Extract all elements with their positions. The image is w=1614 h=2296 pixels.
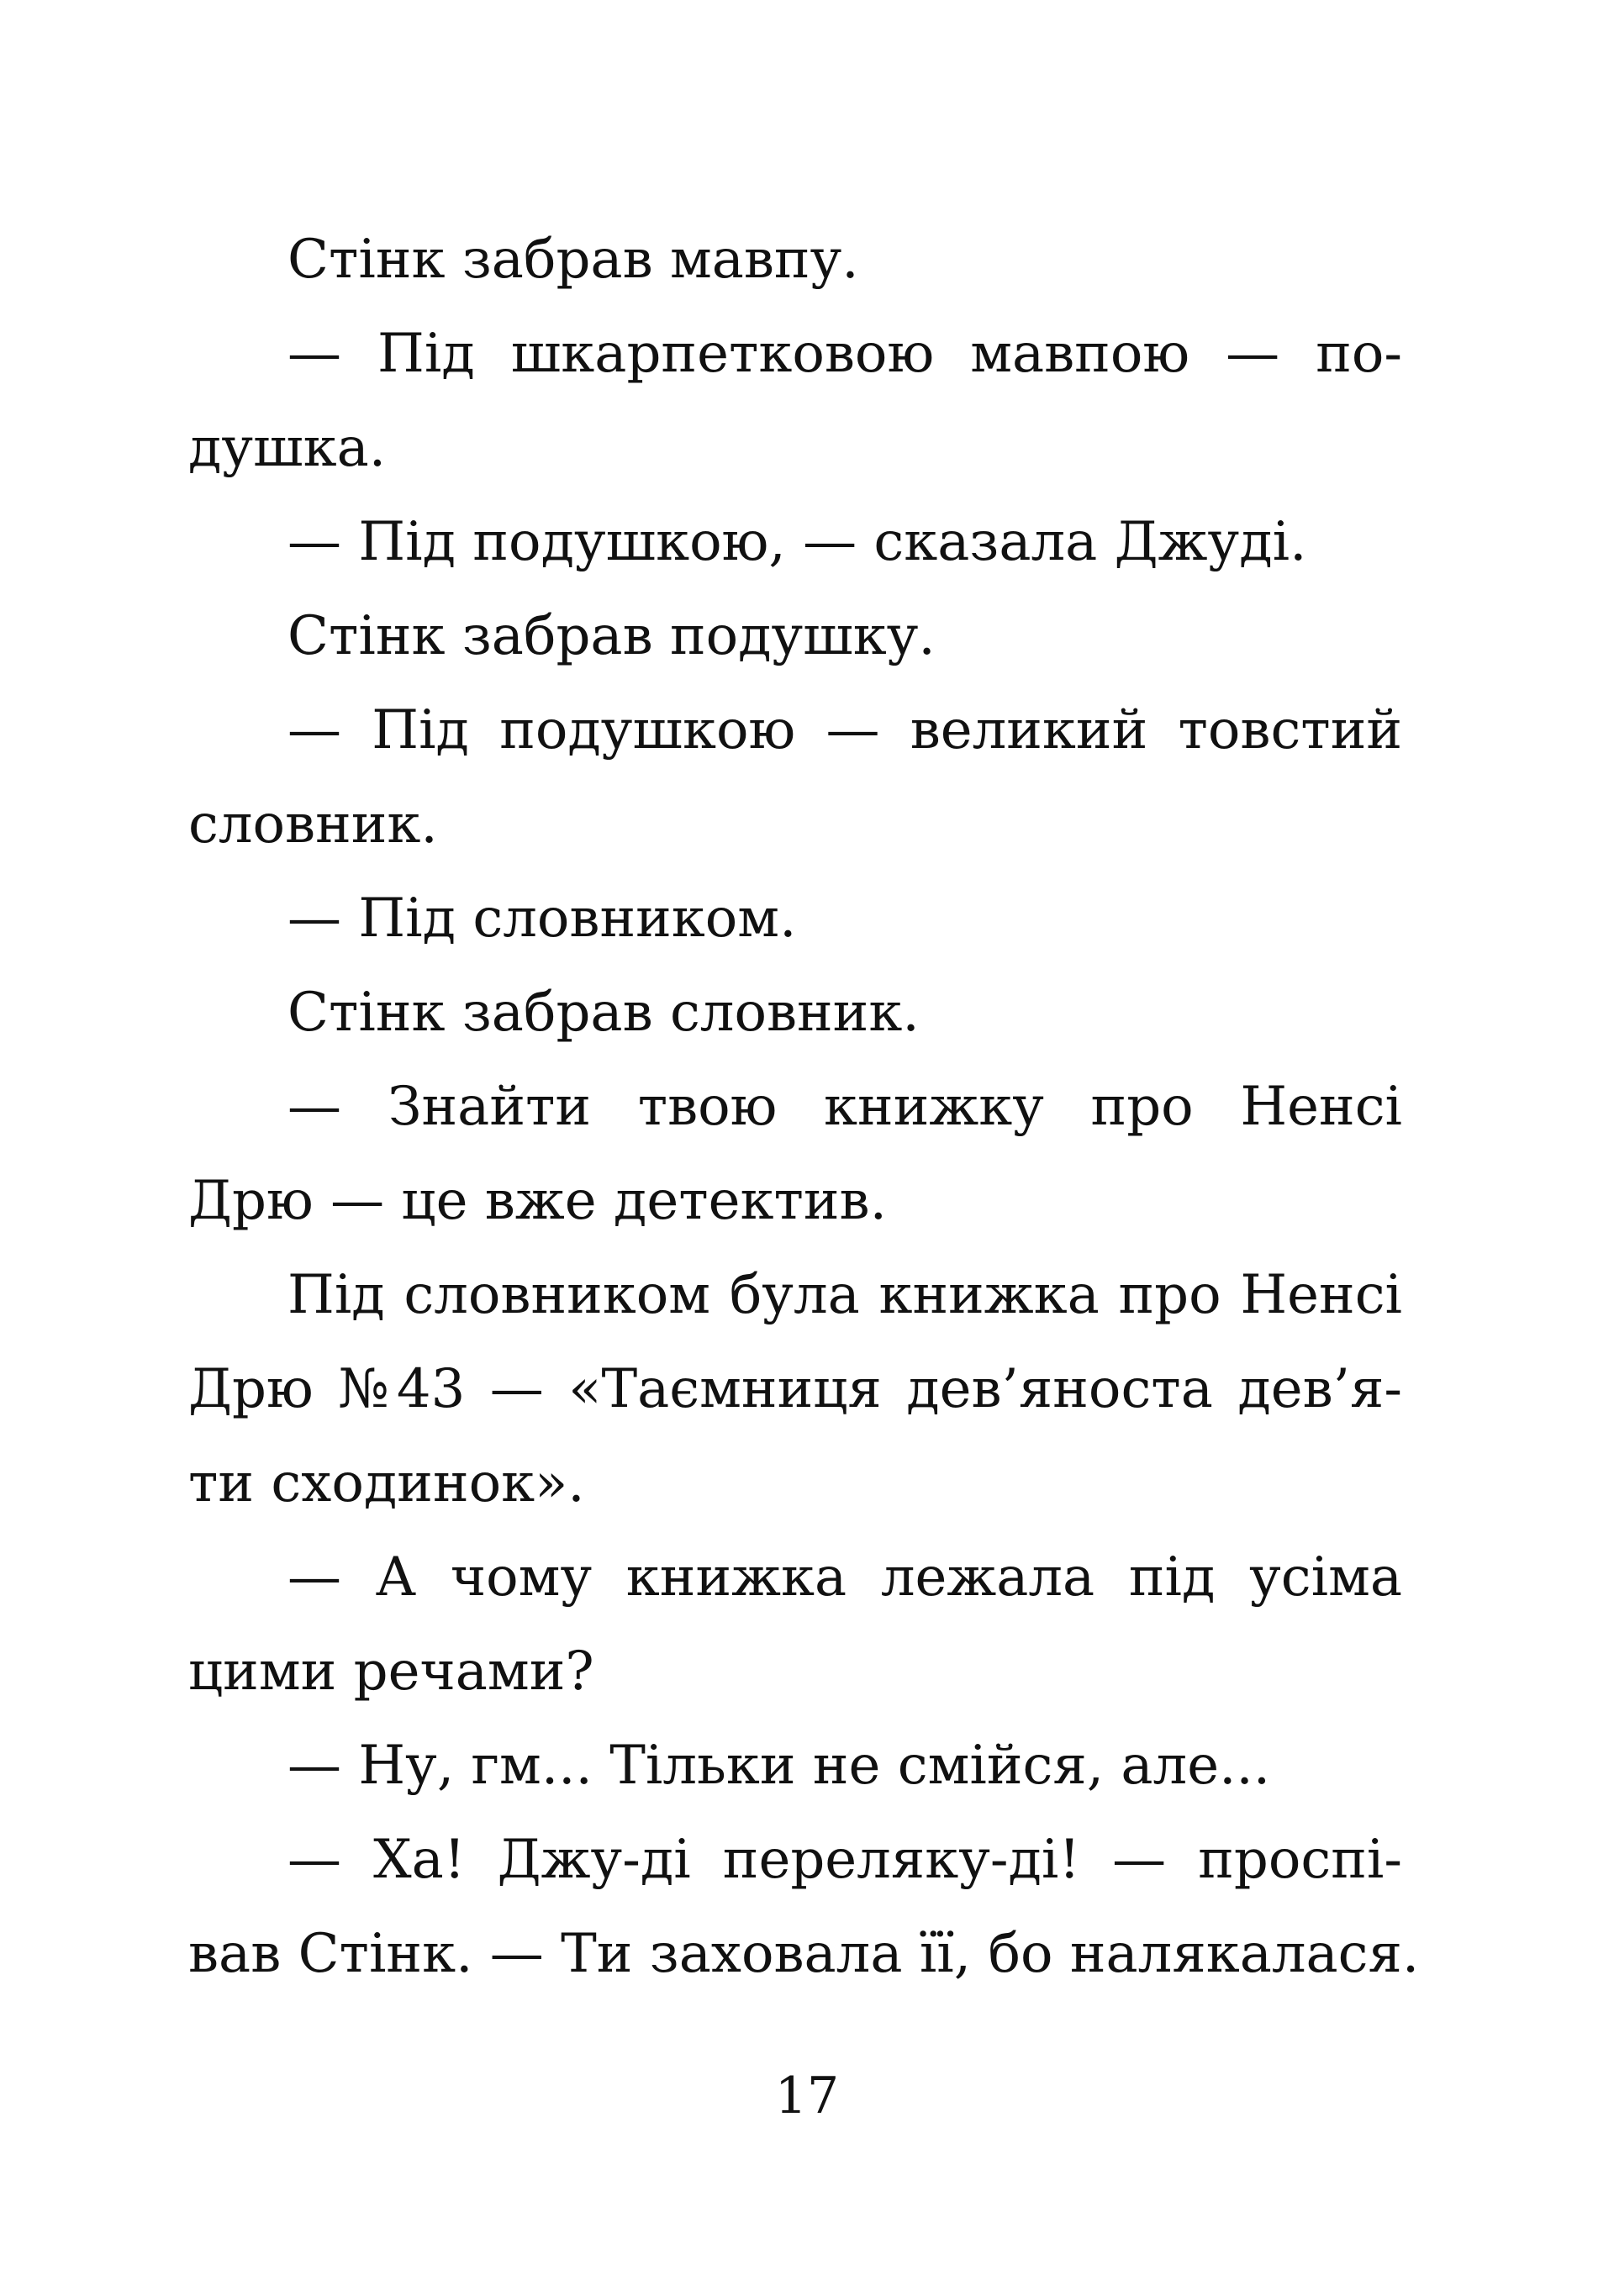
text-line: душка. [188, 417, 387, 479]
text-line: — Під подушкою — великий товстий [287, 699, 1402, 761]
text-line: словник. [188, 793, 438, 856]
text-line: Стінк забрав словник. [287, 982, 920, 1044]
page-number: 17 [774, 2067, 840, 2125]
text-line: — Під словником. [287, 887, 797, 950]
text-line: Стінк забрав мавпу. [287, 229, 859, 291]
text-line: — Під шкарпетковою мавпою — по- [287, 323, 1402, 385]
text-line: Дрю — це вже детектив. [188, 1170, 887, 1232]
text-line: — Ха! Джу-ді переляку-ді! — проспі- [287, 1829, 1402, 1891]
text-line: — Під подушкою, — сказала Джуді. [287, 511, 1307, 573]
text-line: цими речами? [188, 1640, 594, 1703]
text-line: Під словником була книжка про Ненсі [287, 1264, 1402, 1326]
text-line: вав Стінк. — Ти заховала її, бо налякалася. [188, 1923, 1420, 1985]
text-line: ти сходинок». [188, 1452, 585, 1514]
text-line: — Знайти твою книжку про Ненсі [287, 1076, 1402, 1138]
text-line: — А чому книжка лежала під усіма [287, 1546, 1402, 1609]
text-line: Дрю №43 — «Таємниця дев’яноста дев’я- [188, 1358, 1402, 1420]
text-line: — Ну, гм... Тільки не смійся, але... [287, 1735, 1271, 1797]
text-line: Стінк забрав подушку. [287, 605, 936, 667]
